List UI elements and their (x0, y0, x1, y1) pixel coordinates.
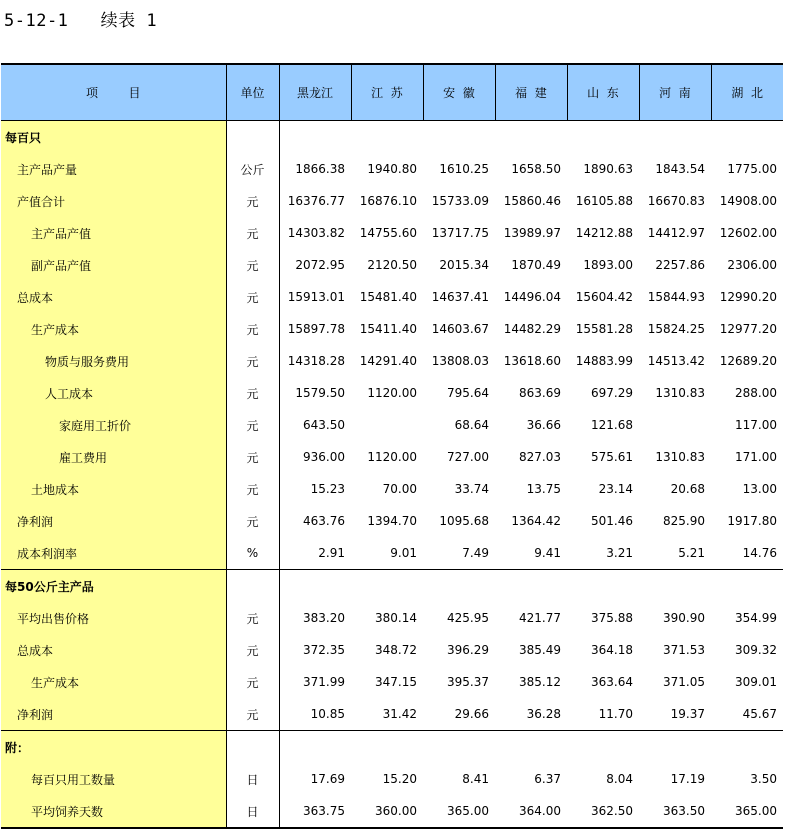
unit-cell: 日 (226, 763, 279, 795)
value-cell: 16376.77 (287, 194, 345, 208)
value-cell: 68.64 (454, 418, 489, 432)
value-cell: 3.21 (606, 546, 633, 560)
value-cell: 363.64 (591, 675, 633, 689)
value-cell: 7.49 (462, 546, 489, 560)
value-cell: 371.05 (663, 675, 705, 689)
value-cell: 14637.41 (431, 290, 489, 304)
unit-cell: 元 (226, 698, 279, 731)
section-header-row (1, 121, 783, 154)
value-cell: 363.50 (639, 795, 711, 828)
value-cell: 396.29 (447, 643, 489, 657)
row-label: 成本利润率 (1, 537, 226, 570)
value-cell: 15581.28 (575, 322, 633, 336)
value-cell: 5.21 (678, 546, 705, 560)
value-cell: 117.00 (735, 418, 777, 432)
header-province: 山 东 (567, 64, 639, 121)
value-cell: 70.00 (382, 482, 417, 496)
value-cell: 14318.28 (287, 354, 345, 368)
value-cell: 2257.86 (655, 258, 705, 272)
value-cell (495, 570, 567, 603)
value-cell: 1658.50 (511, 162, 561, 176)
value-cell: 727.00 (447, 450, 489, 464)
value-cell (423, 731, 495, 764)
value-cell: 14482.29 (503, 322, 561, 336)
value-cell (423, 121, 495, 154)
row-label: 净利润 (1, 698, 226, 731)
value-cell (279, 121, 351, 154)
value-cell (567, 570, 639, 603)
value-cell: 15411.40 (359, 322, 417, 336)
value-cell: 347.15 (375, 675, 417, 689)
value-cell: 827.03 (519, 450, 561, 464)
table-row (1, 409, 783, 441)
value-cell: 8.04 (606, 772, 633, 786)
value-cell (495, 731, 567, 764)
value-cell: 6.37 (534, 772, 561, 786)
value-cell: 1917.80 (727, 514, 777, 528)
value-cell: 11.70 (598, 707, 633, 721)
table-row (1, 602, 783, 634)
unit-cell: 元 (226, 345, 279, 377)
value-cell: 364.00 (495, 795, 567, 828)
value-cell: 1893.00 (583, 258, 633, 272)
value-cell: 365.00 (423, 795, 495, 828)
value-cell (567, 121, 639, 154)
value-cell: 364.18 (591, 643, 633, 657)
value-cell: 1610.25 (439, 162, 489, 176)
value-cell: 13.75 (526, 482, 561, 496)
unit-cell: 元 (226, 473, 279, 505)
value-cell: 825.90 (663, 514, 705, 528)
row-label: 净利润 (1, 505, 226, 537)
value-cell: 309.32 (735, 643, 777, 657)
row-label: 物质与服务费用 (1, 345, 226, 377)
value-cell (351, 409, 423, 441)
unit-cell: 元 (226, 409, 279, 441)
value-cell (351, 731, 423, 764)
table-row (1, 377, 783, 409)
value-cell: 12977.20 (719, 322, 777, 336)
value-cell: 371.99 (303, 675, 345, 689)
unit-cell: 元 (226, 602, 279, 634)
value-cell: 501.46 (591, 514, 633, 528)
header-unit: 单位 (226, 64, 279, 121)
unit-cell: 元 (226, 377, 279, 409)
value-cell: 371.53 (663, 643, 705, 657)
value-cell: 13618.60 (503, 354, 561, 368)
value-cell: 15.23 (310, 482, 345, 496)
value-cell: 1890.63 (583, 162, 633, 176)
value-cell: 2072.95 (295, 258, 345, 272)
unit-cell (226, 570, 279, 603)
value-cell: 17.69 (310, 772, 345, 786)
value-cell: 2.91 (318, 546, 345, 560)
value-cell: 15824.25 (647, 322, 705, 336)
value-cell: 360.00 (351, 795, 423, 828)
value-cell: 17.19 (670, 772, 705, 786)
unit-cell: 日 (226, 795, 279, 828)
value-cell: 16105.88 (575, 194, 633, 208)
value-cell: 463.76 (303, 514, 345, 528)
unit-cell: 元 (226, 666, 279, 698)
value-cell: 15913.01 (287, 290, 345, 304)
value-cell: 421.77 (519, 611, 561, 625)
value-cell: 13808.03 (431, 354, 489, 368)
value-cell: 1870.49 (511, 258, 561, 272)
unit-cell: 元 (226, 441, 279, 473)
unit-cell: 公斤 (226, 153, 279, 185)
value-cell: 14496.04 (503, 290, 561, 304)
value-cell (639, 731, 711, 764)
row-label: 主产品产量 (1, 153, 226, 185)
unit-cell (226, 121, 279, 154)
value-cell: 288.00 (735, 386, 777, 400)
table-row (1, 634, 783, 666)
value-cell (567, 731, 639, 764)
row-label: 雇工费用 (1, 441, 226, 473)
row-label: 家庭用工折价 (1, 409, 226, 441)
value-cell: 697.29 (591, 386, 633, 400)
section-header-row (1, 731, 783, 764)
value-cell: 1775.00 (727, 162, 777, 176)
value-cell: 643.50 (303, 418, 345, 432)
row-label: 土地成本 (1, 473, 226, 505)
value-cell: 15860.46 (503, 194, 561, 208)
value-cell: 8.41 (462, 772, 489, 786)
value-cell: 2015.34 (439, 258, 489, 272)
value-cell: 1364.42 (511, 514, 561, 528)
value-cell: 363.75 (279, 795, 351, 828)
value-cell (495, 121, 567, 154)
value-cell: 2120.50 (367, 258, 417, 272)
value-cell: 375.88 (591, 611, 633, 625)
value-cell: 23.14 (598, 482, 633, 496)
value-cell: 383.20 (303, 611, 345, 625)
value-cell: 12990.20 (719, 290, 777, 304)
header-province: 湖 北 (711, 64, 783, 121)
row-label: 平均饲养天数 (1, 795, 226, 828)
unit-cell: 元 (226, 281, 279, 313)
row-label: 人工成本 (1, 377, 226, 409)
table-row (1, 537, 783, 570)
row-label: 每百只用工数量 (1, 763, 226, 795)
row-label: 产值合计 (1, 185, 226, 217)
header-province: 福 建 (495, 64, 567, 121)
row-label: 生产成本 (1, 313, 226, 345)
table-row (1, 666, 783, 698)
value-cell: 12689.20 (719, 354, 777, 368)
header-item: 项 目 (1, 64, 226, 121)
value-cell: 33.74 (454, 482, 489, 496)
value-cell: 1095.68 (439, 514, 489, 528)
value-cell: 31.42 (382, 707, 417, 721)
value-cell: 9.41 (534, 546, 561, 560)
value-cell: 15733.09 (431, 194, 489, 208)
value-cell: 1310.83 (655, 450, 705, 464)
value-cell (639, 570, 711, 603)
value-cell: 354.99 (735, 611, 777, 625)
table-title: 5-12-1 续表 1 (4, 11, 158, 31)
value-cell (351, 121, 423, 154)
value-cell: 309.01 (735, 675, 777, 689)
table-row (1, 185, 783, 217)
unit-cell (226, 731, 279, 764)
value-cell: 13.00 (742, 482, 777, 496)
table-row (1, 217, 783, 249)
value-cell: 36.28 (526, 707, 561, 721)
value-cell: 1866.38 (295, 162, 345, 176)
unit-cell: 元 (226, 313, 279, 345)
value-cell: 2306.00 (727, 258, 777, 272)
row-label: 副产品产值 (1, 249, 226, 281)
value-cell: 45.67 (742, 707, 777, 721)
value-cell: 14603.67 (431, 322, 489, 336)
value-cell: 15897.78 (287, 322, 345, 336)
unit-cell: 元 (226, 249, 279, 281)
value-cell: 14412.97 (647, 226, 705, 240)
table-row (1, 473, 783, 505)
value-cell: 14908.00 (719, 194, 777, 208)
unit-cell: % (226, 537, 279, 570)
value-cell: 171.00 (735, 450, 777, 464)
value-cell: 362.50 (567, 795, 639, 828)
unit-cell: 元 (226, 217, 279, 249)
value-cell: 36.66 (526, 418, 561, 432)
table-row (1, 795, 783, 828)
value-cell: 1120.00 (367, 386, 417, 400)
value-cell (711, 731, 783, 764)
value-cell: 1310.83 (655, 386, 705, 400)
value-cell: 19.37 (670, 707, 705, 721)
table-row (1, 441, 783, 473)
value-cell (279, 570, 351, 603)
row-label: 主产品产值 (1, 217, 226, 249)
table-row (1, 763, 783, 795)
value-cell: 936.00 (303, 450, 345, 464)
value-cell (711, 570, 783, 603)
table-row (1, 345, 783, 377)
value-cell: 14303.82 (287, 226, 345, 240)
value-cell: 1843.54 (655, 162, 705, 176)
value-cell: 863.69 (519, 386, 561, 400)
value-cell: 14755.60 (359, 226, 417, 240)
value-cell (639, 121, 711, 154)
value-cell: 795.64 (447, 386, 489, 400)
unit-cell: 元 (226, 505, 279, 537)
table-row (1, 281, 783, 313)
value-cell: 15844.93 (647, 290, 705, 304)
value-cell: 1579.50 (295, 386, 345, 400)
value-cell: 1394.70 (367, 514, 417, 528)
header-province: 安 徽 (423, 64, 495, 121)
value-cell: 29.66 (454, 707, 489, 721)
value-cell: 12602.00 (719, 226, 777, 240)
value-cell: 9.01 (390, 546, 417, 560)
row-label: 平均出售价格 (1, 602, 226, 634)
value-cell (351, 570, 423, 603)
row-label: 总成本 (1, 281, 226, 313)
header-province: 河 南 (639, 64, 711, 121)
value-cell: 121.68 (591, 418, 633, 432)
table-row (1, 505, 783, 537)
value-cell: 14513.42 (647, 354, 705, 368)
value-cell: 14291.40 (359, 354, 417, 368)
value-cell: 575.61 (591, 450, 633, 464)
value-cell: 380.14 (375, 611, 417, 625)
value-cell: 425.95 (447, 611, 489, 625)
value-cell: 395.37 (447, 675, 489, 689)
value-cell: 20.68 (670, 482, 705, 496)
value-cell: 14212.88 (575, 226, 633, 240)
value-cell: 16876.10 (359, 194, 417, 208)
unit-cell: 元 (226, 634, 279, 666)
section-label: 每百只 (1, 121, 226, 154)
value-cell: 385.12 (519, 675, 561, 689)
value-cell (639, 409, 711, 441)
value-cell: 1940.80 (367, 162, 417, 176)
value-cell: 365.00 (711, 795, 783, 828)
value-cell: 14.76 (742, 546, 777, 560)
unit-cell: 元 (226, 185, 279, 217)
table-body (1, 121, 783, 829)
row-label: 生产成本 (1, 666, 226, 698)
value-cell: 15.20 (382, 772, 417, 786)
value-cell (711, 121, 783, 154)
header-province: 江 苏 (351, 64, 423, 121)
value-cell: 348.72 (375, 643, 417, 657)
section-label: 附： (1, 731, 226, 764)
table-row (1, 249, 783, 281)
row-label: 总成本 (1, 634, 226, 666)
value-cell: 372.35 (303, 643, 345, 657)
header-row (1, 64, 783, 121)
value-cell: 1120.00 (367, 450, 417, 464)
value-cell: 385.49 (519, 643, 561, 657)
value-cell: 15481.40 (359, 290, 417, 304)
value-cell: 13989.97 (503, 226, 561, 240)
value-cell (423, 570, 495, 603)
value-cell: 390.90 (663, 611, 705, 625)
table-row (1, 313, 783, 345)
header-province: 黑龙江 (279, 64, 351, 121)
value-cell: 10.85 (310, 707, 345, 721)
value-cell (279, 731, 351, 764)
value-cell: 15604.42 (575, 290, 633, 304)
table-row (1, 698, 783, 731)
section-label: 每50公斤主产品 (1, 570, 226, 603)
table-row (1, 153, 783, 185)
value-cell: 14883.99 (575, 354, 633, 368)
value-cell: 3.50 (750, 772, 777, 786)
section-header-row (1, 570, 783, 603)
value-cell: 16670.83 (647, 194, 705, 208)
data-table (1, 63, 783, 829)
value-cell: 13717.75 (431, 226, 489, 240)
